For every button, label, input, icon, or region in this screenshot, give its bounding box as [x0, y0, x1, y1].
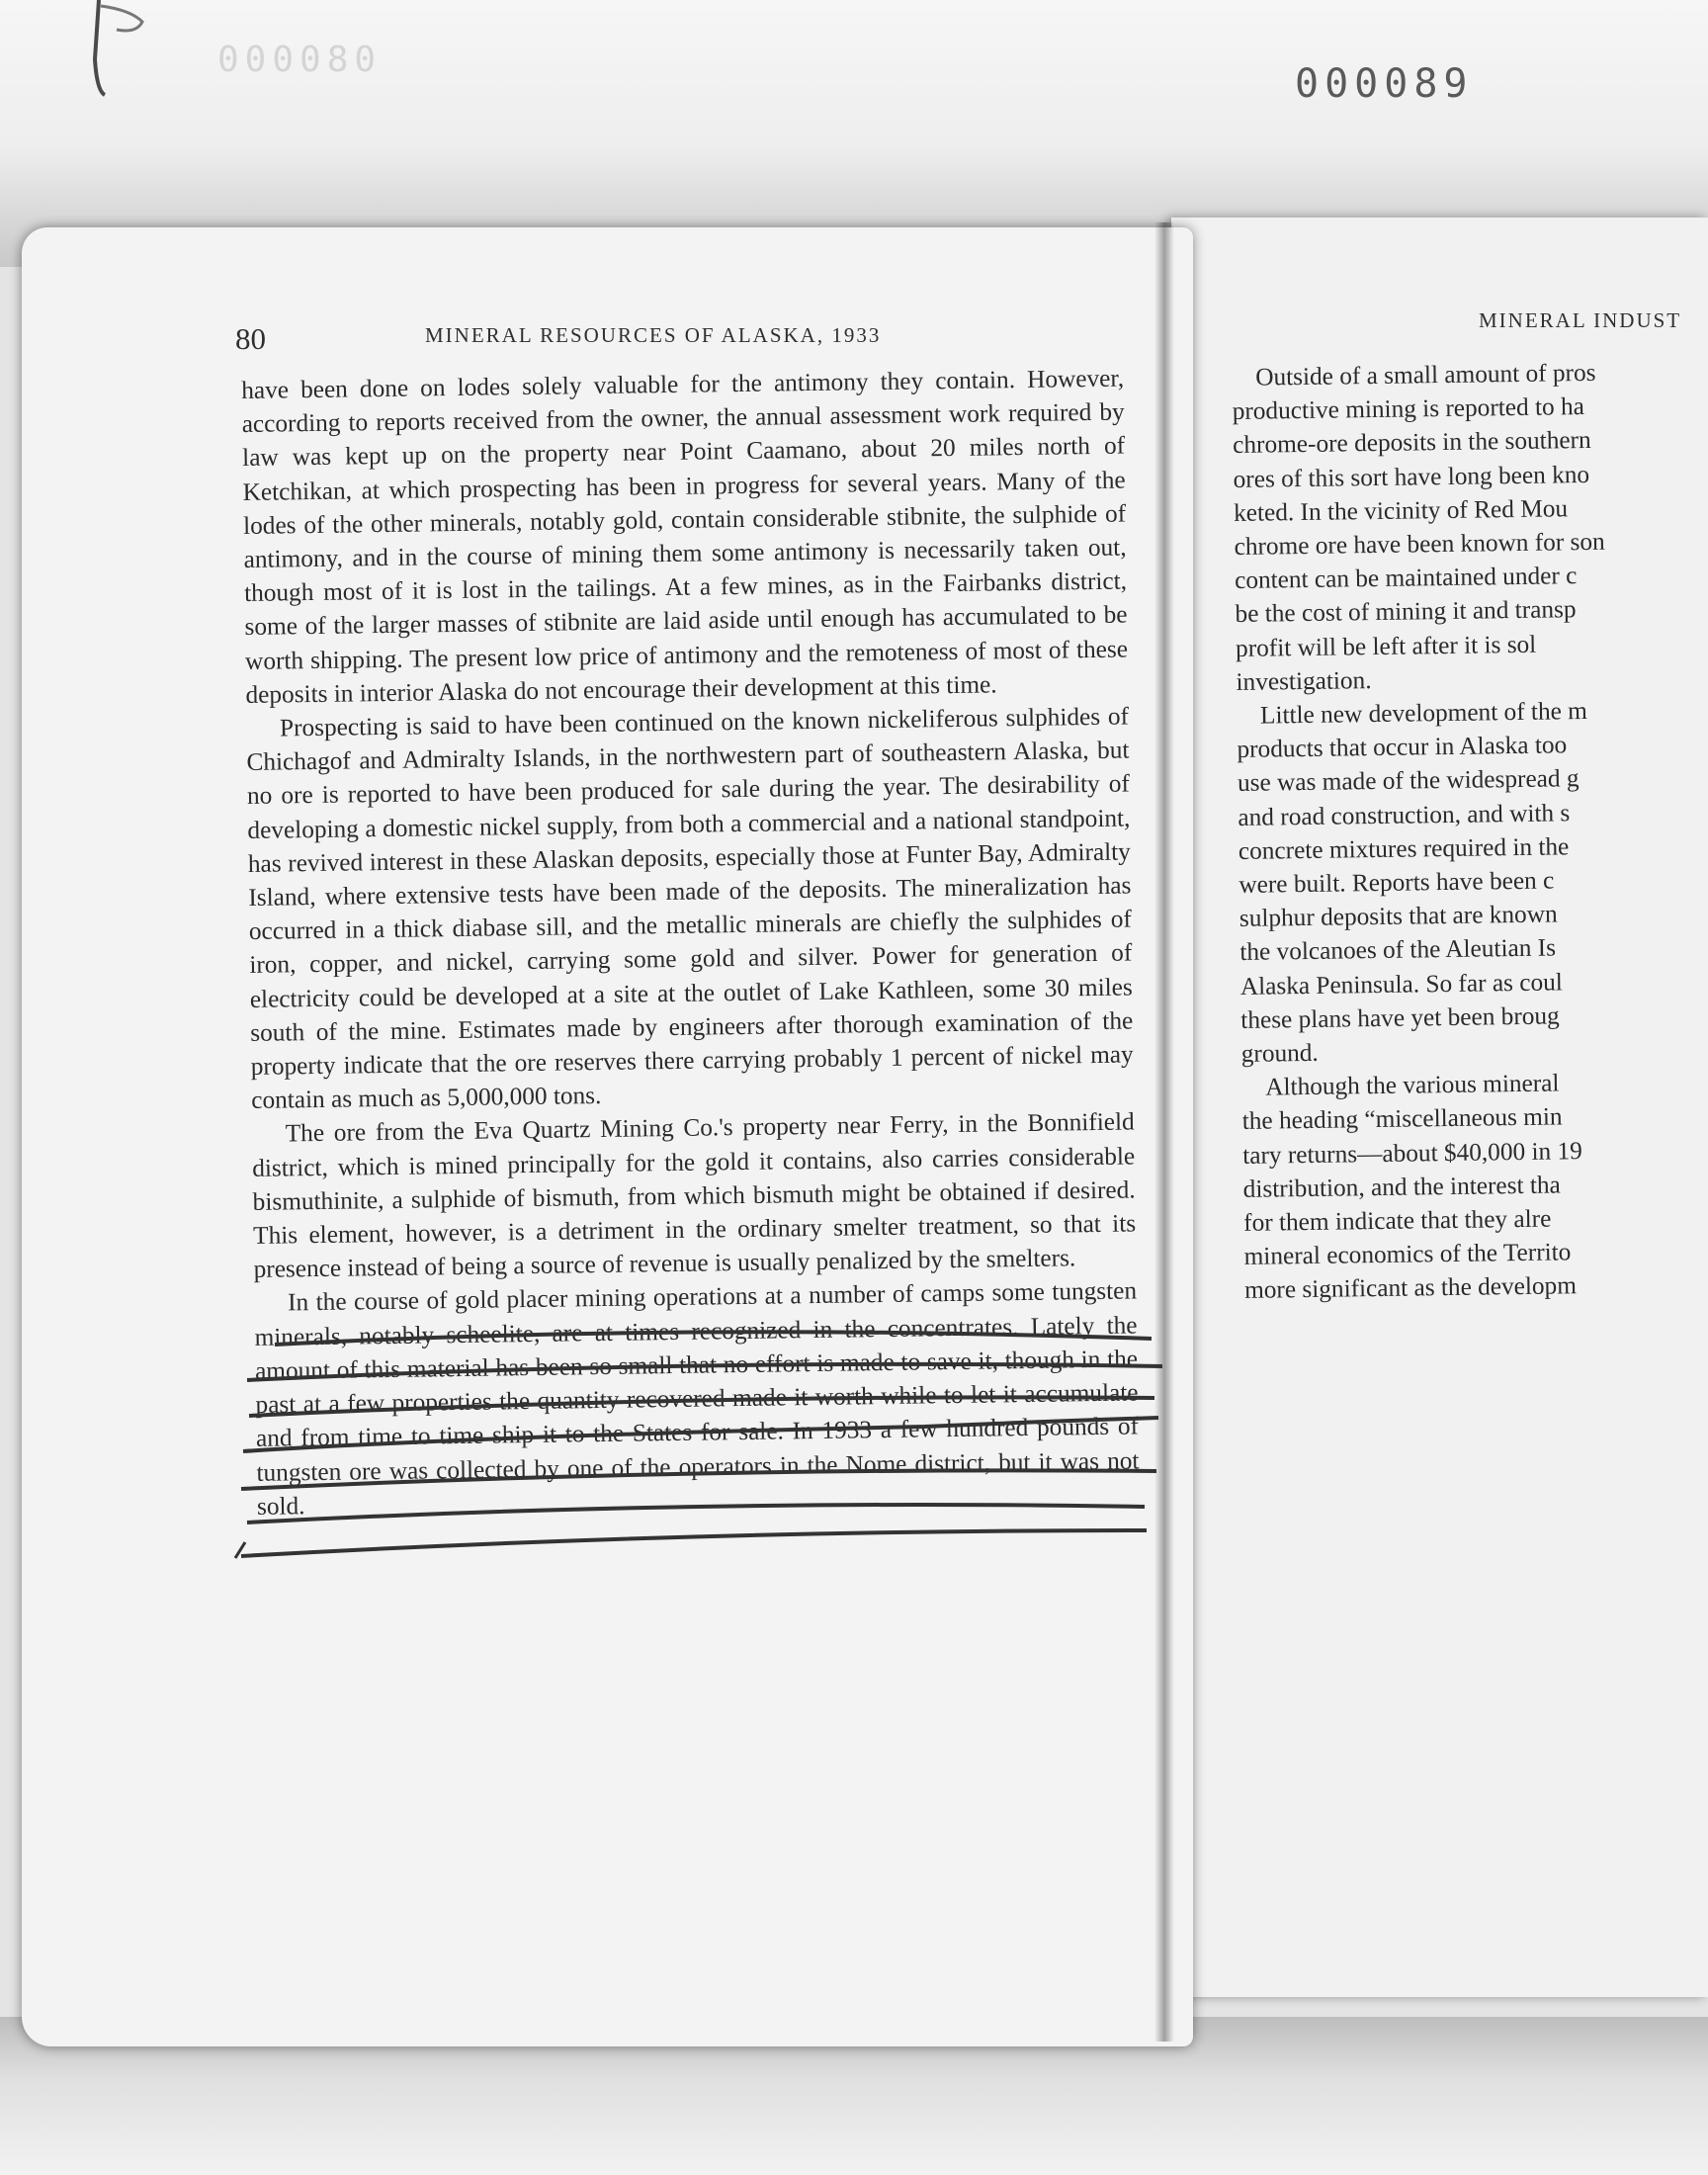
right-page-line: use was made of the widespread g [1237, 764, 1580, 798]
right-page-line: Little new development of the m [1259, 697, 1588, 730]
right-page-line: be the cost of mining it and transp [1235, 595, 1577, 629]
document-number: 000089 [1295, 61, 1474, 107]
right-page-line: keted. In the vicinity of Red Mou [1233, 494, 1569, 527]
right-page-line: ground. [1240, 1038, 1319, 1068]
right-page-line: tary returns—about $40,000 in 19 [1242, 1136, 1582, 1170]
right-page-line: concrete mixtures required in the [1238, 832, 1570, 865]
right-page-line: were built. Reports have been c [1238, 866, 1555, 899]
right-page-line: sulphur deposits that are known [1238, 900, 1558, 933]
right-page-line: more significant as the developm [1243, 1271, 1578, 1305]
right-page-line: the volcanoes of the Aleutian Is [1239, 933, 1557, 967]
right-page-clip [1171, 218, 1682, 1977]
right-running-head: MINERAL INDUST [1479, 308, 1682, 332]
right-page-line: and road construction, and with s [1238, 798, 1571, 831]
right-page-line: these plans have yet been broug [1240, 1001, 1560, 1034]
right-page-line: distribution, and the interest tha [1242, 1171, 1561, 1203]
ghost-document-number: 000080 [217, 40, 383, 80]
paragraph-bismuth-highlighted: The ore from the Eva Quartz Mining Co.'s property near Ferry, in the Bonnifield district, which is mined principally for the gold it contains, also carries considerable bismuthinite, a sulphide of bismuth, from which bismuth might be obtained if desired. This element, however, is a detriment in the ordinary smelter treatment, so that its presence instead of being a source of revenue is usually penalized by the smelters. [252, 1107, 1137, 1284]
paragraph-tungsten: In the course of gold placer mining operations at a number of camps some tungsten minerals, notably scheelite, are at times recognized in the concentrates. Lately the amount of this material has been so small that no effort is made to save it, though in the past at a few properties the quantity recovered made it worth while to let it accumulate and from time to time ship it to the States for sale. In 1933 a few hundred pounds of tungsten ore was collected by one of the operators in the Nome district, but it was not sold. [254, 1276, 1140, 1521]
right-page-line: profit will be left after it is sol [1235, 630, 1537, 662]
right-page-line: content can be maintained under c [1234, 562, 1578, 595]
right-page-line: ores of this sort have long been kno [1233, 460, 1590, 493]
right-page-line: investigation. [1236, 665, 1372, 696]
left-running-head: MINERAL RESOURCES OF ALASKA, 1933 [425, 323, 882, 347]
page-number: 80 [235, 321, 266, 356]
paragraph-nickel: Prospecting is said to have been continued on the known nickeliferous sulphides of Chichagof and Admiralty Islands, in the northwestern part of southeastern Alaska, but no ore is reported to have been produced for sale during the year. The desirability of developing a domestic nickel supply, from both a commercial and a national standpoint, has revived interest in these Alaskan deposits, especially those at Funter Bay, Admiralty Island, where extensive tests have been made of the deposits. The mineralization has occurred in a thick diabase sill, and the metallic minerals are chiefly the sulphides of iron, copper, and nickel, carrying some gold and silver. Power for generation of electricity could be developed at a site at the outlet of Lake Kathleen, some 30 miles south of the mine. Estimates made by engineers after thorough examination of the property indicate that the ore reserves there carrying probably 1 percent of nickel may contain as much as 5,000,000 tons. [246, 702, 1134, 1115]
right-page-line: products that occur in Alaska too [1237, 731, 1568, 764]
right-page-line: Alaska Peninsula. So far as coul [1239, 968, 1563, 1000]
right-page-line: chrome ore have been known for son [1234, 527, 1605, 561]
right-page-line: mineral economics of the Territo [1243, 1238, 1572, 1271]
paragraph-antimony: have been done on lodes solely valuable for the antimony they contain. However, according to reports received from the owner, the annual assessment work required by law was kept up on the property near Point Caamano, about 20 miles north of Ketchikan, at which prospecting has been in progress for several years. Many of the lodes of the other minerals, notably gold, contain considerable stibnite, the sulphide of antimony, and in the course of mining them some antimony is necessarily taken out, though most of it is lost in the tailings. At a few mines, as in the Fairbanks district, some of the larger masses of stibnite are laid aside until enough has accumulated to be worth shipping. The present low price of antimony and the remoteness of most of these deposits in interior Alaska do not encourage their development at this time. [241, 364, 1129, 709]
right-page-body [1232, 351, 1682, 1307]
right-page-line: the heading “miscellaneous min [1241, 1102, 1563, 1136]
right-page-line: Although the various mineral [1265, 1069, 1560, 1101]
right-page-line: Outside of a small amount of pros [1255, 358, 1596, 392]
right-page-line: chrome-ore deposits in the southern [1232, 426, 1591, 460]
right-page-line: productive mining is reported to ha [1232, 392, 1585, 426]
right-page-line: for them indicate that they alre [1242, 1204, 1552, 1237]
